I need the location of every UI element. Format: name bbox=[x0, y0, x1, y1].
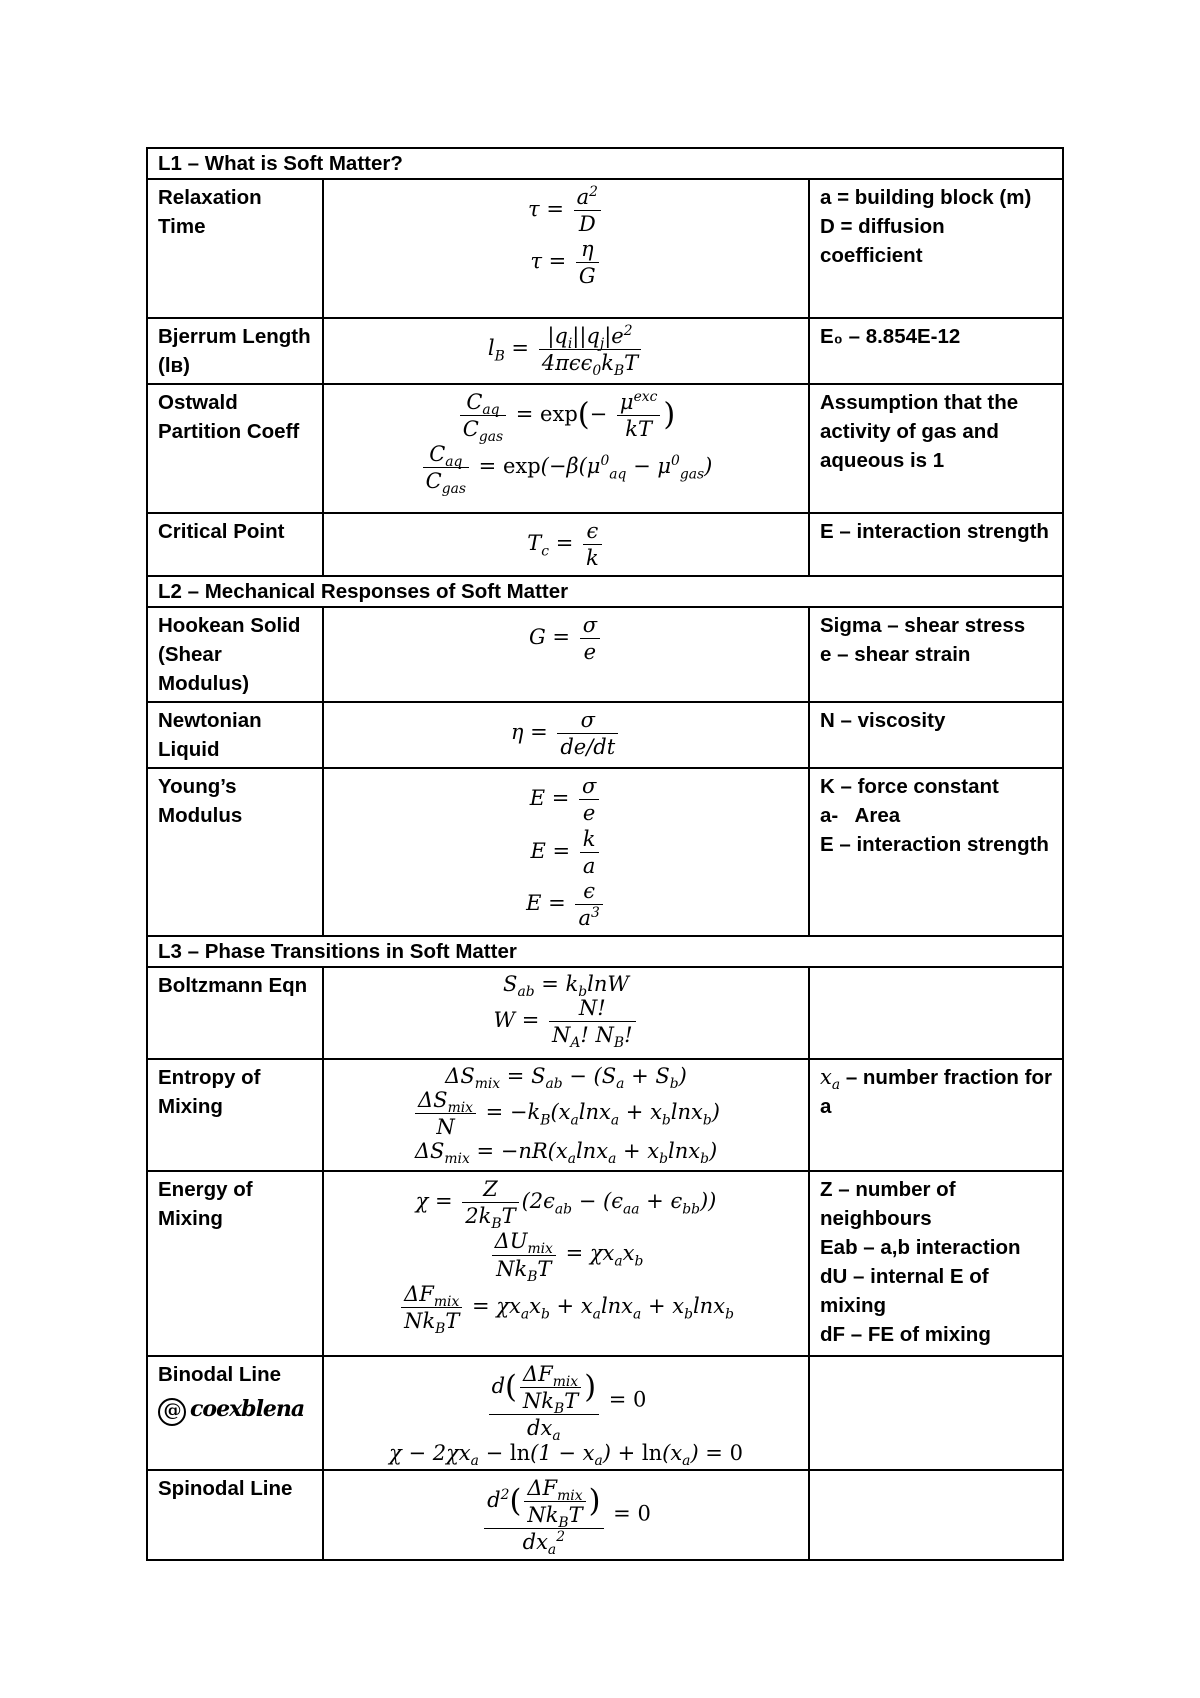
note-line: Sigma – shear stress bbox=[820, 614, 1026, 638]
section-header-row bbox=[147, 936, 1063, 967]
row-notes bbox=[809, 384, 1063, 513]
row-notes bbox=[809, 967, 1063, 1059]
note-line: D = diffusion coefficient bbox=[820, 215, 945, 267]
row-name: Critical Point bbox=[147, 513, 323, 576]
section-header-row bbox=[147, 148, 1063, 179]
formula-microstates: W = $\frac{N!}{N_A! N_B!}$ bbox=[330, 996, 802, 1047]
section-header-row bbox=[147, 576, 1063, 607]
formula-dfmix: $\Delta F_{mix}$ $Nk_BT$ = $\chi x_ax_b + x_a\ln x_a + x_b\ln x_b$ bbox=[330, 1282, 802, 1333]
note-line: N – viscosity bbox=[820, 709, 946, 733]
row-notes bbox=[809, 1470, 1063, 1560]
table-row-binodal-line bbox=[147, 1356, 1063, 1469]
formula-spinodal: $d^2$( $\Delta F_{mix}$ $Nk_BT$ ) $dx_a^2$ = 0 bbox=[330, 1476, 802, 1554]
row-name: Young’s Modulus bbox=[147, 768, 323, 936]
table-row-entropy-mixing bbox=[147, 1059, 1063, 1171]
row-formula bbox=[323, 318, 809, 384]
row-formula bbox=[323, 1059, 809, 1171]
row-formula bbox=[323, 513, 809, 576]
row-name: Bjerrum Length (lʙ) bbox=[147, 318, 323, 384]
formula-tau-viscosity: τ = $\frac{\eta}{G}$ bbox=[330, 237, 802, 288]
table-row-youngs-modulus bbox=[147, 768, 1063, 936]
row-name: Entropy of Mixing bbox=[147, 1059, 323, 1171]
note-line: Z – number of neighbours bbox=[820, 1178, 956, 1231]
row-formula bbox=[323, 384, 809, 513]
section-title-l1: L1 – What is Soft Matter? bbox=[147, 148, 1063, 179]
formula-critical-temp: $T_c$ = $\frac{\epsilon}{k}$ bbox=[330, 519, 802, 570]
formula-ostwald-2: $C_{aq}$ $C_{gas}$ = $\exp(-\beta(\mu^0_{aq} - \mu^0_{gas})$ bbox=[330, 442, 802, 493]
row-notes bbox=[809, 1171, 1063, 1356]
formula-dsmix-1: $\Delta S_{mix} = S_{ab} - (S_a + S_b)$ bbox=[445, 1064, 687, 1093]
note-line: e – shear strain bbox=[820, 643, 971, 667]
row-name: Hookean Solid (Shear Modulus) bbox=[147, 607, 323, 702]
symbol-xa: $x_a$ bbox=[820, 1065, 841, 1094]
row-notes bbox=[809, 702, 1063, 768]
formula-youngs-1: E = $\frac{\sigma}{e}$ bbox=[330, 774, 802, 825]
row-notes bbox=[809, 318, 1063, 384]
at-icon: @ bbox=[158, 1398, 186, 1426]
table-row-ostwald bbox=[147, 384, 1063, 513]
formula-viscosity: η = $\frac{\sigma}{de/dt}$ bbox=[330, 708, 802, 759]
row-notes bbox=[809, 607, 1063, 702]
formula-ostwald-1: $C_{aq}$ $C_{gas}$ = exp(− $\mu^{exc}$ kT ) bbox=[330, 390, 802, 441]
formula-tau-diffusion: τ = $\frac{a^2}{D}$ bbox=[330, 185, 802, 236]
formula-bjerrum: $l_B$ = $|q_i||q_j|e^2$ $4\pi\epsilon\epsilon_0k_BT$ bbox=[330, 324, 802, 375]
note-line: E – interaction strength bbox=[820, 833, 1049, 857]
row-notes bbox=[809, 1059, 1063, 1171]
formula-boltzmann-entropy: $S_{ab} = k_b\ln W$ bbox=[503, 972, 629, 1001]
note-line: a- Area bbox=[820, 804, 901, 828]
watermark-logo bbox=[158, 1395, 312, 1426]
row-formula bbox=[323, 179, 809, 318]
row-formula bbox=[323, 1171, 809, 1356]
table-row-critical-point bbox=[147, 513, 1063, 576]
formula-dsmix-3: $\Delta S_{mix} = -nR(x_a\ln x_a + x_b\ln x_b)$ bbox=[414, 1139, 718, 1168]
row-name: Ostwald Partition Coeff bbox=[147, 384, 323, 513]
table-row-bjerrum-length bbox=[147, 318, 1063, 384]
table-row-newtonian-liquid bbox=[147, 702, 1063, 768]
row-name: Boltzmann Eqn bbox=[147, 967, 323, 1059]
table-row-relaxation-time bbox=[147, 179, 1063, 318]
table-row-boltzmann bbox=[147, 967, 1063, 1059]
formula-sheet bbox=[146, 147, 1062, 1561]
formula-chi: χ = Z $2k_BT$ $(2\epsilon_{ab} - (\epsilon_{aa} + \epsilon_{bb}))$ bbox=[415, 1177, 717, 1233]
row-notes bbox=[809, 1356, 1063, 1469]
note-line: Assumption that the activity of gas and aqueous is 1 bbox=[820, 391, 1019, 472]
row-notes bbox=[809, 179, 1063, 318]
formula-binodal-2: $\chi - 2\chi x_a - \ln(1 - x_a) + \ln(x_a) = 0$ bbox=[389, 1440, 743, 1469]
note-line: a = building block (m) bbox=[820, 186, 1032, 209]
row-notes bbox=[809, 513, 1063, 576]
note-line: dU – internal E of mixing bbox=[820, 1265, 989, 1318]
formula-shear-modulus: G = $\frac{\sigma}{e}$ bbox=[330, 613, 802, 664]
note-line: E – interaction strength bbox=[820, 520, 1049, 543]
row-formula bbox=[323, 1470, 809, 1560]
table-row-energy-mixing bbox=[147, 1171, 1063, 1356]
note-line: E₀ – 8.854E-12 bbox=[820, 325, 961, 348]
note-line: K – force constant bbox=[820, 775, 999, 799]
row-formula bbox=[323, 768, 809, 936]
row-name-cell bbox=[147, 1356, 323, 1469]
formula-youngs-2: E = $\frac{k}{a}$ bbox=[330, 827, 802, 878]
row-name: Relaxation Time bbox=[147, 179, 323, 318]
note-line: – number fraction for a bbox=[820, 1066, 1052, 1119]
table-row-spinodal-line bbox=[147, 1470, 1063, 1560]
row-name: Energy of Mixing bbox=[147, 1171, 323, 1356]
section-title-l3: L3 – Phase Transitions in Soft Matter bbox=[147, 936, 1063, 967]
note-line: Eab – a,b interaction bbox=[820, 1236, 1021, 1260]
section-title-l2: L2 – Mechanical Responses of Soft Matter bbox=[147, 576, 1063, 607]
formula-dumix: $\Delta U_{mix}$ $Nk_BT$ = $\chi x_ax_b$ bbox=[330, 1229, 802, 1280]
note-line: dF – FE of mixing bbox=[820, 1323, 991, 1347]
row-name: Newtonian Liquid bbox=[147, 702, 323, 768]
formula-youngs-3: E = $\frac{\epsilon}{a^3}$ bbox=[330, 879, 802, 930]
formula-table bbox=[146, 147, 1064, 1561]
row-notes bbox=[809, 768, 1063, 936]
row-formula bbox=[323, 607, 809, 702]
row-formula bbox=[323, 702, 809, 768]
row-formula bbox=[323, 967, 809, 1059]
formula-binodal-1: d( $\Delta F_{mix}$ $Nk_BT$ ) $dx_a$ = 0 bbox=[330, 1362, 802, 1440]
watermark-text: coexblena bbox=[190, 1396, 305, 1423]
row-name: Spinodal Line bbox=[147, 1470, 323, 1560]
formula-dsmix-2: $\Delta S_{mix}$ N = $-k_B(x_a\ln x_a + x_b\ln x_b)$ bbox=[330, 1088, 802, 1139]
table-row-hookean-solid bbox=[147, 607, 1063, 702]
row-formula bbox=[323, 1356, 809, 1469]
row-name: Binodal Line bbox=[158, 1363, 281, 1387]
